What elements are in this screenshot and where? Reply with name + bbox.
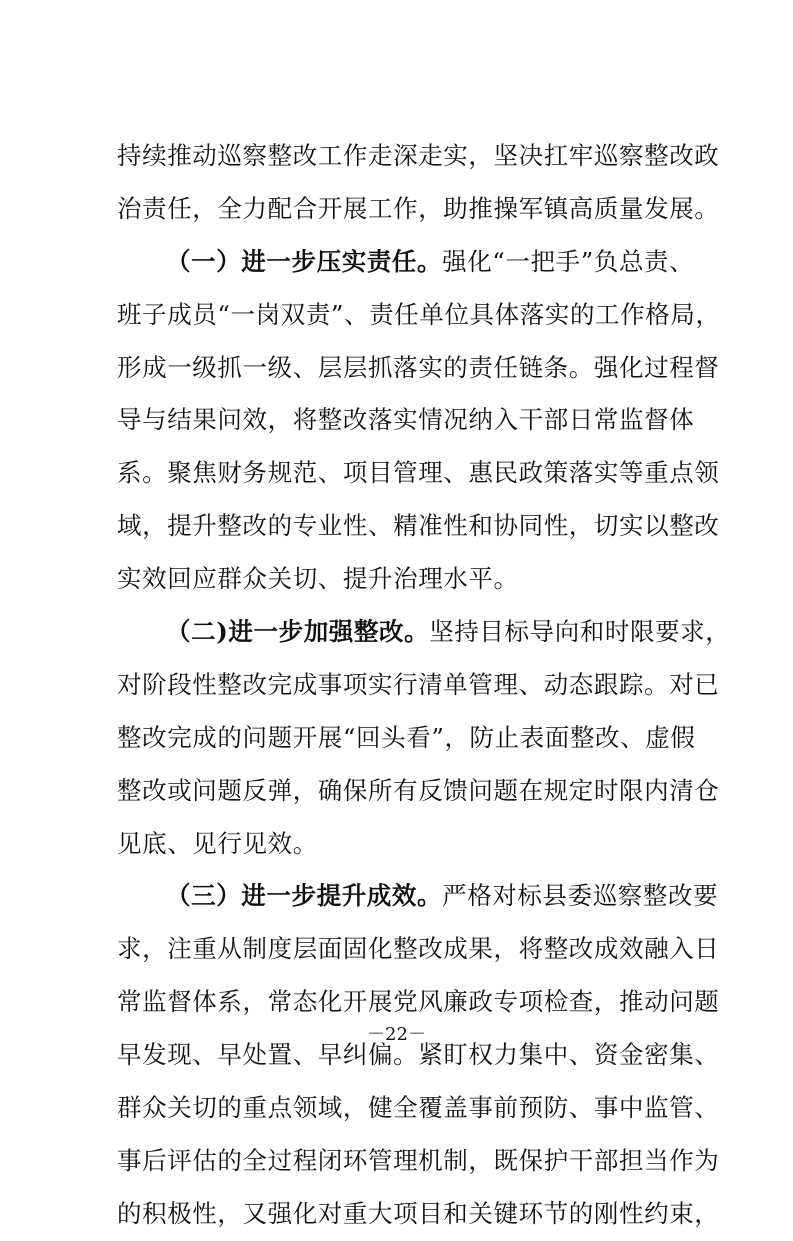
text-segment: 系。聚焦财务规范、项目管理、惠民政策落实等重点领 [117,458,720,488]
text-line [117,553,687,606]
text-line [117,500,720,553]
text-line [117,183,720,236]
text-segment: 持续推动巡察整改工作走深走实，坚决扛牢巡察整改政 [117,141,720,170]
text-line [117,1188,720,1241]
text-segment: 整改或问题反弹，确保所有反馈问题在规定时限内清仓 [117,775,720,805]
text-line [117,236,695,289]
text-segment: 形成一级抓一级、层层抓落实的责任链条。强化过程督 [117,352,720,382]
text-segment: 群众关切的重点领域，健全覆盖事前预防、事中监管、 [117,1093,720,1123]
text-segment: 见底、见行见效。 [117,828,318,858]
text-segment: 导与结果问效，将整改落实情况纳入干部日常监督体 [117,405,695,435]
text-segment: 整改完成的问题开展“回头看”，防止表面整改、虚假 [117,722,696,752]
text-segment: 班子成员“一岗双责”、责任单位具体落实的工作格局， [117,299,721,329]
text-line [117,606,731,659]
section-heading: （一）进一步压实责任。 [166,246,443,276]
text-line [117,765,720,818]
text-line [117,447,720,500]
section-heading: （三）进一步提升成效。 [166,881,443,911]
section-heading: （二)进一步加强整改。 [166,617,430,647]
text-line [117,342,720,395]
text-line [117,130,720,183]
text-line [117,870,719,923]
text-line [117,923,720,976]
text-line [117,818,687,871]
text-line [117,1082,720,1135]
text-segment: 坚持目标导向和时限要求， [429,617,731,647]
text-segment: 常监督体系，常态化开展党风廉政专项检查，推动问题 [117,987,720,1017]
text-line [117,289,721,342]
text-segment: 对阶段性整改完成事项实行清单管理、动态跟踪。对已 [117,669,720,699]
text-line [117,394,695,447]
text-segment: 事后评估的全过程闭环管理机制，既保护干部担当作为 [117,1145,720,1175]
page-number: －22－ [367,1024,426,1045]
document-body [117,130,731,1241]
text-line [117,1135,720,1188]
text-line [117,712,696,765]
text-segment: 早发现、早处置、早纠偏。紧盯权力集中、资金密集、 [117,1040,720,1070]
text-segment: 实效回应群众关切、提升治理水平。 [117,564,519,594]
text-segment: 强化“一把手”负总责、 [442,246,695,276]
text-segment: 的积极性，又强化对重大项目和关键环节的刚性约束， [117,1198,720,1228]
text-line [117,659,720,712]
text-segment: 域，提升整改的专业性、精准性和协同性，切实以整改 [117,511,720,541]
text-segment: 治责任，全力配合开展工作，助推操军镇高质量发展。 [117,193,720,223]
text-segment: 严格对标县委巡察整改要 [442,881,719,911]
text-segment: 求，注重从制度层面固化整改成果，将整改成效融入日 [117,934,720,964]
